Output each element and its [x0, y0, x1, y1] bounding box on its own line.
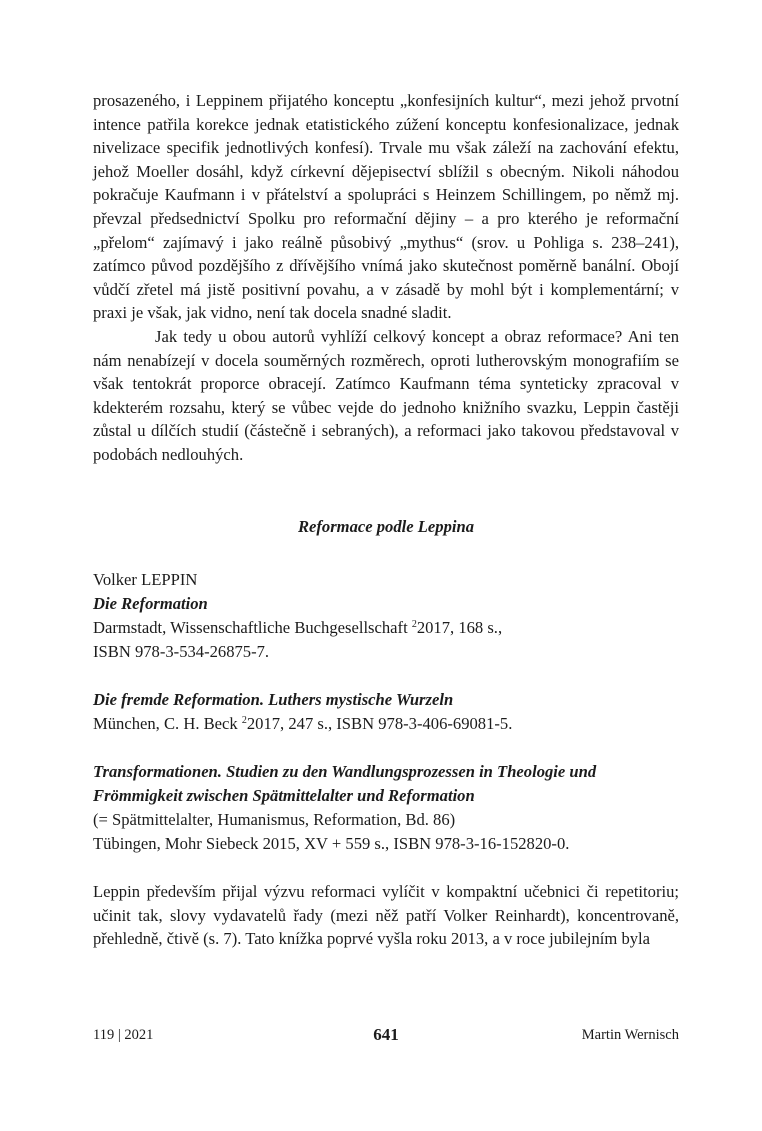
bib-isbn: ISBN 978-3-534-26875-7.	[93, 642, 270, 662]
bibliography-entry-1	[93, 568, 679, 664]
footer-issue: 119 | 2021	[93, 1027, 154, 1043]
bib-year-pages: 2017, 247 s., ISBN 978-3-406-69081-5.	[246, 714, 513, 734]
bib-publication: Tübingen, Mohr Siebeck 2015, XV + 559 s., ISBN 978-3-16-152820-0.	[93, 834, 570, 854]
bib-year-pages: 2017, 168 s.,	[416, 618, 503, 638]
bib-title-line-1: Transformationen. Studien zu den Wandlungsprozessen in Theologie und	[93, 762, 597, 782]
bib-title: Die Reformation	[93, 594, 208, 614]
bib-publisher: Darmstadt, Wissenschaftliche Buchgesellschaft	[93, 618, 412, 638]
page-footer	[93, 1025, 679, 1049]
bib-series: (= Spätmittelalter, Humanismus, Reformation, Bd. 86)	[93, 810, 456, 830]
bib-publication	[93, 616, 679, 640]
footer-author: Martin Wernisch	[581, 1027, 679, 1043]
bibliography-entry-3	[93, 760, 679, 856]
bibliography-entry-2	[93, 688, 679, 736]
bib-publication	[93, 712, 679, 736]
edition-superscript: 2	[241, 715, 247, 727]
bib-title-line-2: Frömmigkeit zwischen Spätmittelalter und Reformation	[93, 786, 475, 806]
bib-title: Die fremde Reformation. Luthers mystische Wurzeln	[93, 690, 454, 710]
page-body	[93, 89, 679, 951]
edition-superscript: 2	[411, 619, 417, 631]
footer-page-number: 641	[373, 1025, 399, 1044]
section-heading: Reformace podle Leppina	[297, 516, 475, 536]
bib-author: Volker LEPPIN	[93, 570, 198, 590]
bib-publisher: München, C. H. Beck	[93, 714, 242, 734]
intro-paragraph-2: Jak tedy u obou autorů vyhlíží celkový koncept a obraz reformace? Ani ten nám nenabízejí v docela souměrných rozměrech, oproti lutherovským monografiím se však tentokrát proporce obracejí. Zatímco Kaufmann téma synteticky zpracoval v kdekterém rozsahu, který se vůbec vejde do jednoho knižního svazku, Leppin častěji zůstal u dílčích studií (částečně i sebraných), a reformaci jako takovou představoval v podobách nedlouhých.	[93, 326, 679, 464]
intro-paragraph-1: prosazeného, i Leppinem přijatého konceptu „konfesijních kultur“, mezi jehož prvotní intence patřila korekce jednak etatistického zúžení konceptu konfesionalizace, jednak nivelizace specifik jednotlivých konfesí). Trvale mu však záleží na zachování efektu, jehož Moeller dosáhl, když církevní dějepisectví sblížil s obecným. Nikoli náhodou pokračuje Kaufmann i v přátelství a spolupráci s Heinzem Schillingem, po němž mj. převzal předsednictví Spolku pro reformační dějiny – a pro kterého je reformační „přelom“ zajímavý i jako reálně působivý „mythus“ (srov. u Pohliga s. 238–241), zatímco původ pozdějšího z dřívějšího vnímá jako skutečnost poměrně banální. Obojí vůdčí zřetel má jistě positivní povahu, a v zásadě by mohl být i komplementární; v praxi je však, jak vidno, není tak docela snadné sladit.	[93, 91, 679, 323]
closing-paragraph: Leppin především přijal výzvu reformaci vylíčit v kompaktní učebnici či repetitoriu; učinit tak, slovy vydavatelů řady (mezi něž patří Volker Reinhardt), koncentrovaně, přehledně, čtivě (s. 7). Tato knížka poprvé vyšla roku 2013, a v roce jubilejním byla	[93, 882, 679, 949]
